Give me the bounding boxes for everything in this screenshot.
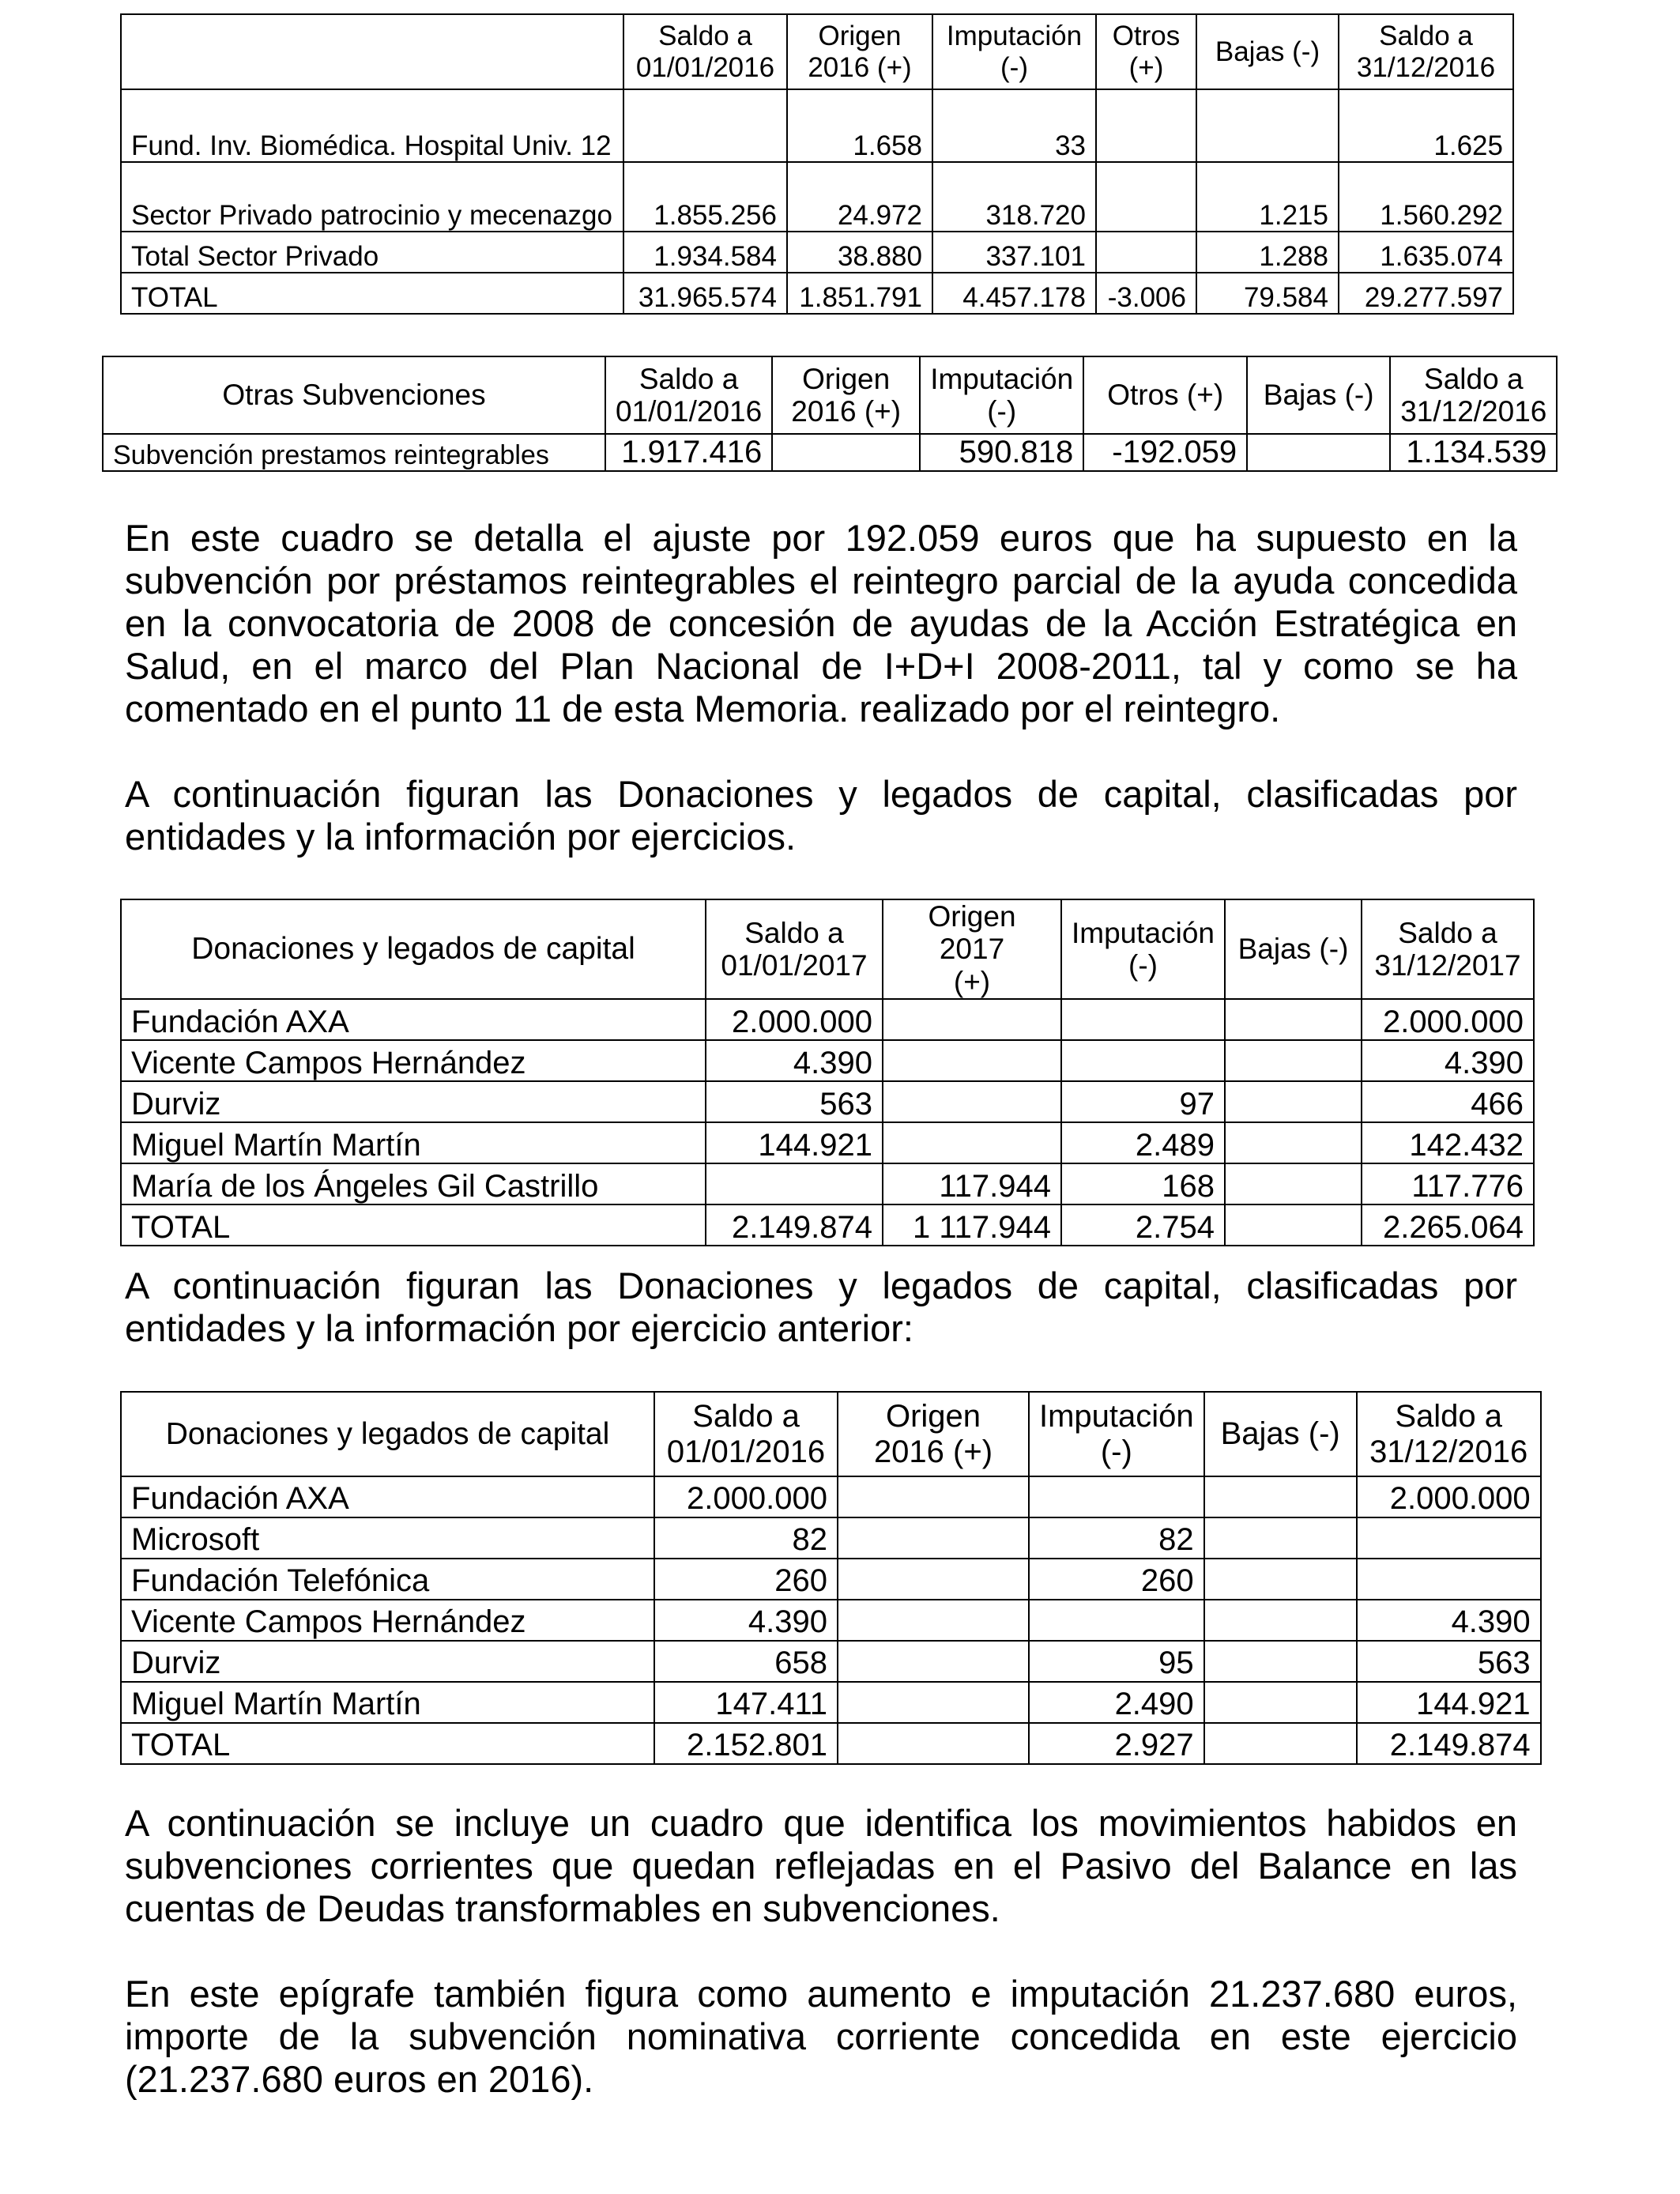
table-cell: 1.288 (1196, 232, 1339, 273)
table-cell: 4.457.178 (932, 273, 1096, 314)
table-cell: 79.584 (1196, 273, 1339, 314)
table-cell: 318.720 (932, 162, 1096, 232)
table-cell (883, 1040, 1061, 1081)
table-cell (883, 1081, 1061, 1122)
column-header: Imputación (-) (1061, 899, 1225, 999)
column-header: Saldo a 31/12/2016 (1357, 1392, 1541, 1476)
table-cell (1357, 1517, 1541, 1559)
table-cell (1061, 999, 1225, 1040)
table-cell: 82 (1029, 1517, 1204, 1559)
table-cell: 2.000.000 (654, 1476, 838, 1517)
table-cell (838, 1559, 1029, 1600)
table-cell: Fundación Telefónica (121, 1559, 654, 1600)
table-cell (838, 1476, 1029, 1517)
table-cell: 2.000.000 (1357, 1476, 1541, 1517)
table-cell: 2.149.874 (1357, 1723, 1541, 1764)
data-table (120, 1391, 1542, 1765)
table-cell: 466 (1362, 1081, 1534, 1122)
table-cell: 2.149.874 (706, 1204, 883, 1246)
table-row (121, 1040, 1534, 1081)
column-header: Origen 2017 (+) (883, 899, 1061, 999)
table-cell (706, 1163, 883, 1204)
column-header: Bajas (-) (1247, 356, 1390, 434)
paragraph-ejercicio-anterior (125, 1265, 1517, 1350)
table-row (121, 1641, 1541, 1682)
table-cell: 2.265.064 (1362, 1204, 1534, 1246)
table-row (121, 1600, 1541, 1641)
table-cell (1225, 1040, 1362, 1081)
column-header: Otros (+) (1096, 14, 1196, 89)
table-cell: 2.000.000 (1362, 999, 1534, 1040)
table-cell: 1.215 (1196, 162, 1339, 232)
data-table (102, 356, 1558, 472)
column-header: Saldo a 01/01/2016 (654, 1392, 838, 1476)
table-cell: 142.432 (1362, 1122, 1534, 1163)
table-cell: 33 (932, 89, 1096, 162)
column-header: Saldo a 01/01/2016 (605, 356, 772, 434)
table-cell (1204, 1476, 1357, 1517)
table-cell (1029, 1600, 1204, 1641)
table-cell: 95 (1029, 1641, 1204, 1682)
table-cell (772, 434, 920, 471)
table-cell (1225, 999, 1362, 1040)
paragraph-donaciones-intro (125, 773, 1517, 858)
table-cell: 31.965.574 (623, 273, 787, 314)
table-cell: 4.390 (1357, 1600, 1541, 1641)
table-row (121, 1517, 1541, 1559)
table-cell: 658 (654, 1641, 838, 1682)
table-donaciones-2017 (120, 899, 1535, 1246)
table-cell: 260 (654, 1559, 838, 1600)
table-cell: 563 (706, 1081, 883, 1122)
table-cell: Vicente Campos Hernández (121, 1040, 706, 1081)
table-cell (1096, 162, 1196, 232)
table-cell (1225, 1204, 1362, 1246)
table-row (121, 1559, 1541, 1600)
table-cell: Durviz (121, 1641, 654, 1682)
table-cell: Miguel Martín Martín (121, 1122, 706, 1163)
table-cell: TOTAL (121, 273, 623, 314)
table-cell: 1.855.256 (623, 162, 787, 232)
table-cell (1061, 1040, 1225, 1081)
table-cell: Fund. Inv. Biomédica. Hospital Univ. 12 (121, 89, 623, 162)
table-row (121, 273, 1513, 314)
table-cell (1247, 434, 1390, 471)
table-cell: 144.921 (1357, 1682, 1541, 1723)
table-cell: 2.754 (1061, 1204, 1225, 1246)
table-cell (623, 89, 787, 162)
table-cell (1225, 1122, 1362, 1163)
data-table (120, 899, 1535, 1246)
table-cell: -192.059 (1083, 434, 1247, 471)
column-header: Donaciones y legados de capital (121, 1392, 654, 1476)
column-header (121, 14, 623, 89)
table-cell: María de los Ángeles Gil Castrillo (121, 1163, 706, 1204)
table-row (121, 1163, 1534, 1204)
column-header: Bajas (-) (1196, 14, 1339, 89)
table-row (121, 89, 1513, 162)
table-cell: 144.921 (706, 1122, 883, 1163)
table-cell (1225, 1163, 1362, 1204)
table-row (121, 1682, 1541, 1723)
table-cell (1029, 1476, 1204, 1517)
table-cell (1204, 1517, 1357, 1559)
table-cell (838, 1517, 1029, 1559)
table-cell (838, 1682, 1029, 1723)
column-header: Saldo a 31/12/2017 (1362, 899, 1534, 999)
column-header: Saldo a 01/01/2016 (623, 14, 787, 89)
table-cell: 1.560.292 (1339, 162, 1513, 232)
table-cell: TOTAL (121, 1723, 654, 1764)
body-text: A continuación figuran las Donaciones y legados de capital, clasificadas por entidades y la información por ejercicio anterior: (125, 1265, 1517, 1349)
column-header: Origen 2016 (+) (772, 356, 920, 434)
body-text: A continuación se incluye un cuadro que identifica los movimientos habidos en subvenciones corrientes que quedan reflejadas en el Pasivo del Balance en las cuentas de Deudas transformables en subvenciones. (125, 1802, 1517, 1929)
table-cell (1096, 232, 1196, 273)
table-row (121, 1476, 1541, 1517)
table-cell: -3.006 (1096, 273, 1196, 314)
table-cell: 1.625 (1339, 89, 1513, 162)
table-cell: Total Sector Privado (121, 232, 623, 273)
table-row (121, 999, 1534, 1040)
table-cell: TOTAL (121, 1204, 706, 1246)
table-cell (1225, 1081, 1362, 1122)
table-cell: 147.411 (654, 1682, 838, 1723)
table-cell: 1.934.584 (623, 232, 787, 273)
table-cell: 82 (654, 1517, 838, 1559)
table-cell: 24.972 (787, 162, 932, 232)
paragraph-subvenciones-corrientes (125, 1802, 1517, 1930)
table-cell (838, 1641, 1029, 1682)
column-header: Imputación (-) (1029, 1392, 1204, 1476)
table-row (121, 162, 1513, 232)
table-cell: 1.917.416 (605, 434, 772, 471)
column-header: Otras Subvenciones (103, 356, 605, 434)
table-cell: Fundación AXA (121, 1476, 654, 1517)
table-cell (838, 1600, 1029, 1641)
table-row (121, 1204, 1534, 1246)
table-cell: 2.927 (1029, 1723, 1204, 1764)
table-cell: 4.390 (654, 1600, 838, 1641)
table-otras-subvenciones (102, 356, 1558, 472)
column-header: Bajas (-) (1225, 899, 1362, 999)
body-text: En este epígrafe también figura como aumento e imputación 21.237.680 euros, importe de la subvención nominativa corriente concedida en este ejercicio (21.237.680 euros en 2016). (125, 1973, 1517, 2100)
table-cell (1204, 1641, 1357, 1682)
table-cell (1204, 1723, 1357, 1764)
body-text: A continuación figuran las Donaciones y legados de capital, clasificadas por entidades y la información por ejercicios. (125, 773, 1517, 858)
table-row (121, 232, 1513, 273)
table-cell: 97 (1061, 1081, 1225, 1122)
table-cell (1204, 1600, 1357, 1641)
table-cell: 168 (1061, 1163, 1225, 1204)
table-cell: 260 (1029, 1559, 1204, 1600)
column-header: Origen 2016 (+) (787, 14, 932, 89)
table-cell: 1.658 (787, 89, 932, 162)
table-cell: 4.390 (1362, 1040, 1534, 1081)
table-cell: Durviz (121, 1081, 706, 1122)
table-cell: 337.101 (932, 232, 1096, 273)
table-cell: Vicente Campos Hernández (121, 1600, 654, 1641)
table-cell: Sector Privado patrocinio y mecenazgo (121, 162, 623, 232)
column-header: Saldo a 31/12/2016 (1339, 14, 1513, 89)
table-cell: 563 (1357, 1641, 1541, 1682)
table-cell: 38.880 (787, 232, 932, 273)
column-header: Imputación (-) (932, 14, 1096, 89)
table-donaciones-2016 (120, 1391, 1542, 1765)
column-header: Saldo a 31/12/2016 (1390, 356, 1557, 434)
column-header: Origen 2016 (+) (838, 1392, 1029, 1476)
table-cell (1196, 89, 1339, 162)
table-cell: 2.000.000 (706, 999, 883, 1040)
column-header: Imputación (-) (920, 356, 1083, 434)
table-row (121, 1081, 1534, 1122)
table-cell (1204, 1682, 1357, 1723)
column-header: Bajas (-) (1204, 1392, 1357, 1476)
table-cell: 2.152.801 (654, 1723, 838, 1764)
table-cell: 2.489 (1061, 1122, 1225, 1163)
table-cell: Fundación AXA (121, 999, 706, 1040)
table-cell: 1.635.074 (1339, 232, 1513, 273)
table-cell: 4.390 (706, 1040, 883, 1081)
table-cell (1357, 1559, 1541, 1600)
table-cell: 2.490 (1029, 1682, 1204, 1723)
table-cell: 117.776 (1362, 1163, 1534, 1204)
table-cell: 117.944 (883, 1163, 1061, 1204)
paragraph-ajuste (125, 517, 1517, 730)
table-cell: Subvención prestamos reintegrables (103, 434, 605, 471)
table-cell: 590.818 (920, 434, 1083, 471)
paragraph-subvencion-nominativa (125, 1973, 1517, 2101)
table-cell: 1.851.791 (787, 273, 932, 314)
table-cell: 1.134.539 (1390, 434, 1557, 471)
table-cell: 1 117.944 (883, 1204, 1061, 1246)
table-subvenciones-2016 (120, 13, 1514, 315)
table-cell: Microsoft (121, 1517, 654, 1559)
column-header: Otros (+) (1083, 356, 1247, 434)
table-cell (838, 1723, 1029, 1764)
table-cell: Miguel Martín Martín (121, 1682, 654, 1723)
column-header: Saldo a 01/01/2017 (706, 899, 883, 999)
table-cell (883, 999, 1061, 1040)
table-row (103, 434, 1557, 471)
table-cell (1204, 1559, 1357, 1600)
data-table (120, 13, 1514, 315)
table-cell: 29.277.597 (1339, 273, 1513, 314)
table-cell (1096, 89, 1196, 162)
body-text: En este cuadro se detalla el ajuste por 192.059 euros que ha supuesto en la subvención por préstamos reintegrables el reintegro parcial de la ayuda concedida en la convocatoria de 2008 de concesión de ayudas de la Acción Estratégica en Salud, en el marco del Plan Nacional de I+D+I 2008-2011, tal y como se ha comentado en el punto 11 de esta Memoria. realizado por el reintegro. (125, 517, 1517, 729)
table-cell (883, 1122, 1061, 1163)
table-row (121, 1122, 1534, 1163)
column-header: Donaciones y legados de capital (121, 899, 706, 999)
table-row (121, 1723, 1541, 1764)
